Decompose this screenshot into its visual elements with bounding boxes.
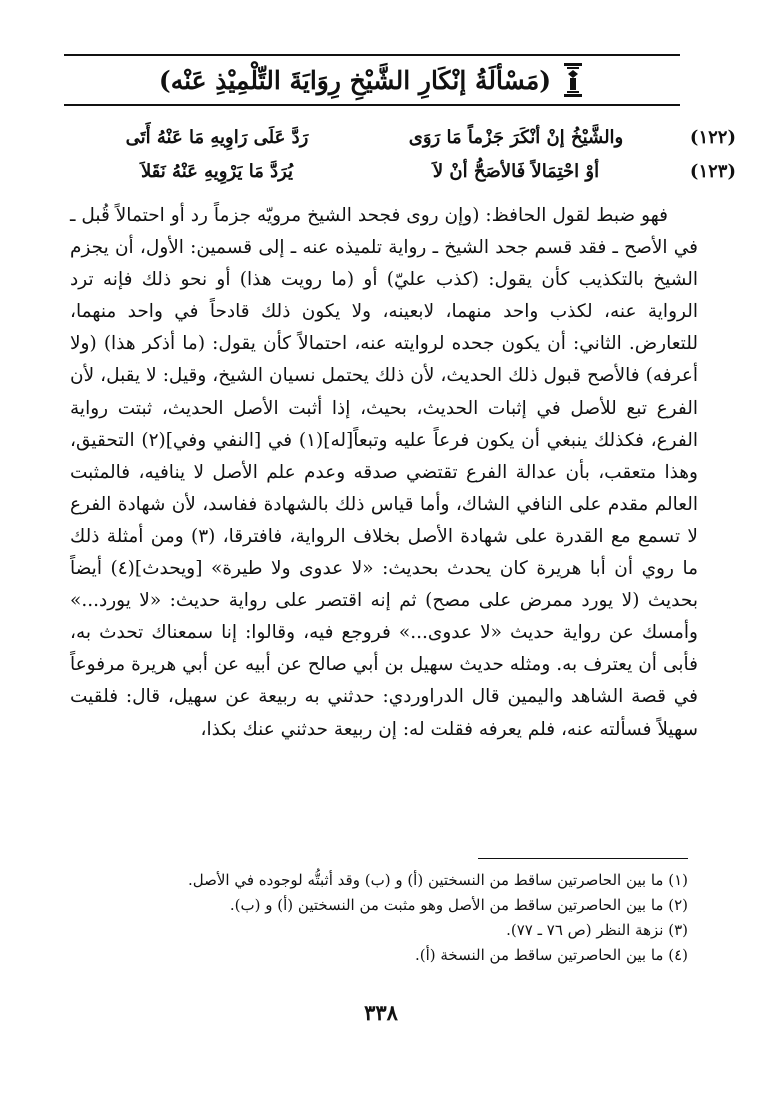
top-rule [64, 54, 680, 56]
footnote-separator [478, 858, 688, 859]
footnote: (١) ما بين الحاصرتين ساقط من النسختين (أ) و (ب) وقد أثبتُّه لوجوده في الأصل. [188, 871, 688, 889]
footnote: (٤) ما بين الحاصرتين ساقط من النسخة (أ). [414, 946, 688, 964]
section-heading [64, 60, 680, 100]
verse-line [54, 154, 736, 188]
verse-number: (١٢٣) [689, 160, 736, 182]
verse-first-hemistich: أوْ احْتِمَالاً فَالأصَحُّ أنْ لاَ [432, 160, 600, 182]
commentary-paragraph: فهو ضبط لقول الحافظ: (وإن روى فجحد الشيخ مرويّه جزماً رد أو احتمالاً قُبل ـ في الأصح ـ فقد قسم جحد الشيخ ـ رواية تلميذه عنه ـ إلى قسمين: الأول، أن يجزم الشيخ بالتكذيب كأن يقول: (كذب عليّ) أو (ما رويت هذا) أو نحو ذلك فإنه ترد الرواية عنه، لكذب واحد منهما، لابعينه، ولا يكون ذلك قادحاً في واحد منهما، للتعارض. الثاني: أن يكون جحده لروايته عنه، احتمالاً كأن يقول: (ما أذكر هذا) (ولا أعرفه) فالأصح قبول ذلك الحديث، لأن ذلك يحتمل نسيان الشيخ، وقيل: لا يقبل، لأن الفرع تبع للأصل في إثبات الحديث، بحيث، إذا أثبت الأصل الحديث، ثبتت رواية الفرع، فكذلك ينبغي أن يكون فرعاً عليه وتبعاً[له](١) في [النفي وفي](٢) التحقيق، وهذا متعقب، بأن عدالة الفرع تقتضي صدقه وعدم علم الأصل لا ينافيه، فالمثبت العالم مقدم على النافي الشاك، وأما قياس ذلك بالشهادة ففاسد، لأن شهادة الفرع لا تسمع مع القدرة على شهادة الأصل بخلاف الرواية، فافترقا، (٣) ومن أمثلة ذلك ما روي أن أبا هريرة كان يحدث بحديث: «لا عدوى ولا طيرة» [ويحدث](٤) أيضاً بحديث (لا يورد ممرض على مصح) ثم إنه اقتصر على رواية حديث: «لا يورد...» وأمسك عن رواية حديث «لا عدوى...» فروجع فيه، وقالوا: إنا سمعناك تحدث به، فأبى أن يعترف به. ومثله حديث سهيل بن أبي صالح عن أبيه عن أبي هريرة مرفوعاً في قصة الشاهد واليمين قال الدراوردي: حدثني به ربيعة عن سهيل، قال: فلقيت سهيلاً فسألته عنه، فلم يعرفه فقلت له: إن ربيعة حدثني عنك بكذا، [70, 205, 698, 740]
verse-number: (١٢٢) [689, 126, 736, 148]
commentary-text [70, 200, 698, 746]
footnote: (٣) نزهة النظر (ص ٧٦ ـ ٧٧). [506, 921, 688, 939]
verse-first-hemistich: والشَّيْخُ إنْ أنْكَرَ جَزْماً مَا رَوَى [408, 126, 624, 148]
footnotes [70, 868, 688, 968]
heading-title: (مَسْألَةُ إنْكَارِ الشَّيْخِ رِوَايَةَ التِّلْمِيْذِ عَنْه) [158, 65, 552, 95]
heading-bottom-rule [64, 104, 680, 106]
verse-second-hemistich: يُرَدَّ مَا يَرْوِيهِ عَنْهُ نَقَلاَ [140, 160, 294, 182]
pillar-ornament-icon [561, 62, 585, 98]
page-number: ٣٣٨ [364, 1000, 398, 1025]
verse-line [54, 120, 736, 154]
footnote: (٢) ما بين الحاصرتين ساقط من الأصل وهو مثبت من النسختين (أ) و (ب). [229, 896, 688, 914]
verse-second-hemistich: رَدَّ عَلَى رَاوِيهِ مَا عَنْهُ أَتَى [125, 126, 309, 148]
verse-block [54, 120, 736, 188]
